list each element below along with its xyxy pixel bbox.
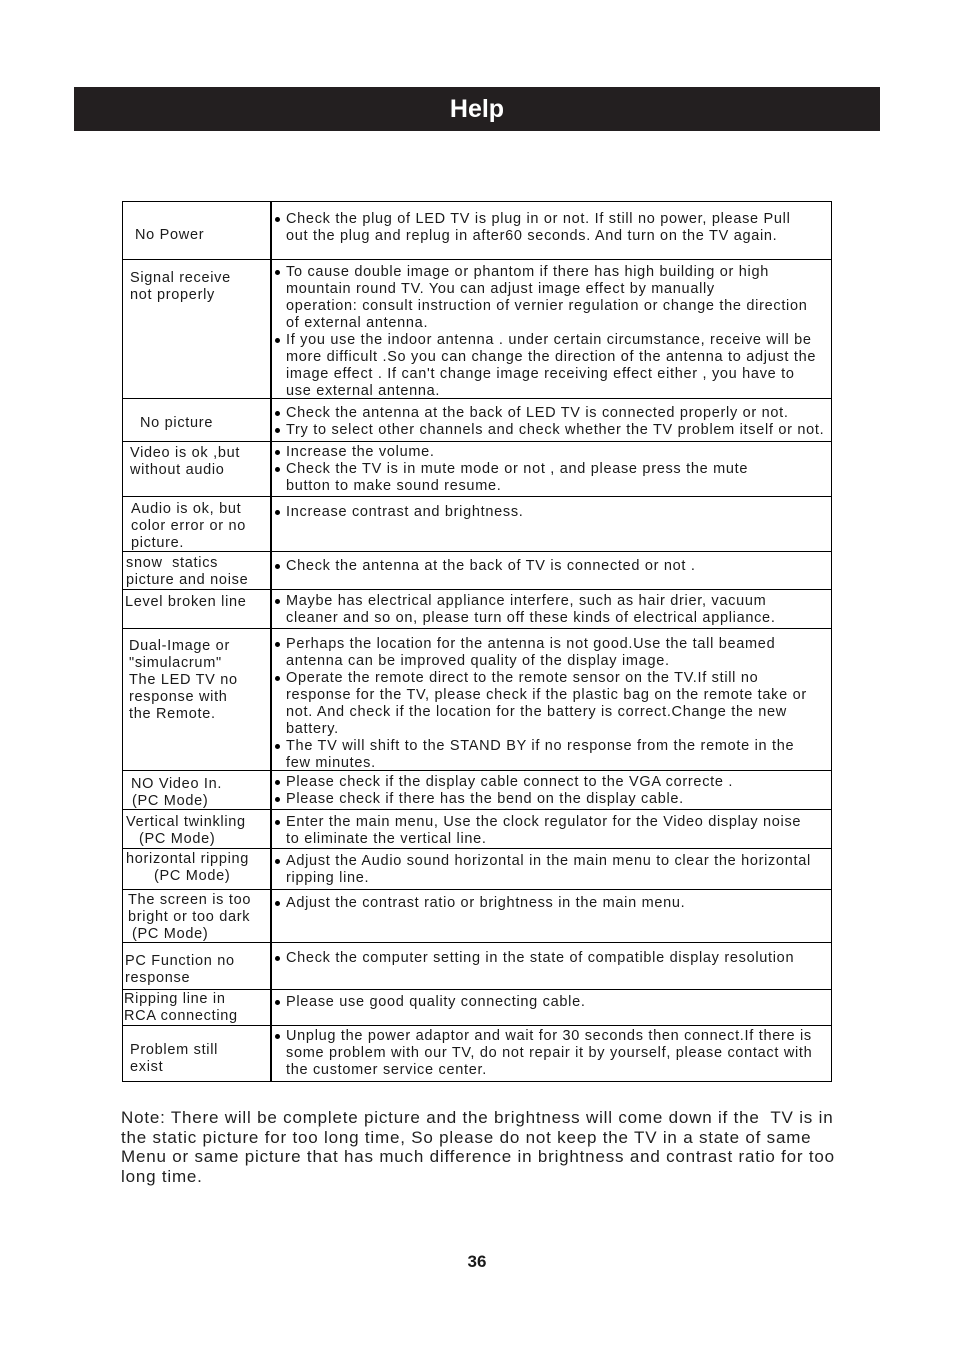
- problem-cell: [123, 771, 272, 809]
- table-row: [123, 770, 831, 809]
- solution-item: [272, 774, 831, 791]
- help-table: [122, 201, 832, 1082]
- problem-label-line: RCA connecting: [124, 1007, 238, 1024]
- solution-text: Check the TV is in mute mode or not , and please press the mute button to make sound resume.: [286, 460, 749, 494]
- page-number: 36: [467, 1252, 487, 1271]
- solution-item: [272, 332, 831, 400]
- problem-cell: [123, 202, 272, 259]
- problem-cell: [123, 629, 272, 770]
- problem-label-line: response: [125, 969, 191, 986]
- bullet-icon: [275, 467, 280, 472]
- solution-item: [272, 461, 831, 495]
- solution-item: [272, 994, 831, 1011]
- problem-label-line: exist: [130, 1058, 164, 1075]
- solution-cell: [272, 943, 831, 989]
- table-row: [123, 848, 831, 889]
- problem-label-line: picture and noise: [126, 571, 249, 588]
- problem-label-line: Level broken line: [125, 593, 247, 610]
- solution-text: Please check if the display cable connect to the VGA correcte .: [286, 773, 734, 790]
- problem-cell: [123, 552, 272, 589]
- problem-label-line: The LED TV no: [129, 671, 238, 688]
- solution-item: [272, 422, 831, 439]
- table-row: [123, 809, 831, 848]
- bullet-icon: [275, 820, 280, 825]
- solution-item: [272, 405, 831, 422]
- problem-label-line: Audio is ok, but: [131, 500, 242, 517]
- solution-text: Adjust the Audio sound horizontal in the main menu to clear the horizontal ripping line.: [286, 852, 811, 886]
- problem-cell: [123, 943, 272, 989]
- table-row: [123, 1025, 831, 1081]
- bullet-icon: [275, 450, 280, 455]
- problem-cell: [123, 990, 272, 1025]
- problem-label-line: (PC Mode): [132, 925, 209, 942]
- bullet-icon: [275, 956, 280, 961]
- problem-cell: [123, 260, 272, 398]
- solution-text: Try to select other channels and check whether the TV problem itself or not.: [286, 421, 825, 438]
- bullet-icon: [275, 411, 280, 416]
- problem-label-line: PC Function no: [125, 952, 235, 969]
- problem-label-line: without audio: [130, 461, 225, 478]
- bullet-icon: [275, 270, 280, 275]
- bullet-icon: [275, 797, 280, 802]
- table-row: [123, 628, 831, 770]
- table-row: [123, 259, 831, 398]
- solution-item: [272, 504, 831, 521]
- solution-cell: [272, 202, 831, 259]
- problem-label-line: (PC Mode): [132, 792, 209, 809]
- header-bar: [74, 87, 880, 131]
- solution-text: Maybe has electrical appliance interfere, such as hair drier, vacuum cleaner and so on, please turn off these kinds of electrical appliance.: [286, 592, 776, 626]
- bullet-icon: [275, 1000, 280, 1005]
- solution-cell: [272, 890, 831, 942]
- solution-text: Increase contrast and brightness.: [286, 503, 524, 520]
- bullet-icon: [275, 564, 280, 569]
- problem-cell: [123, 442, 272, 496]
- problem-label-line: Video is ok ,but: [130, 444, 241, 461]
- solution-text: Unplug the power adaptor and wait for 30 seconds then connect.If there is some problem with our TV, do not repair it by yourself, please contact with the customer service center.: [286, 1027, 813, 1078]
- problem-label-line: NO Video In.: [131, 775, 223, 792]
- table-row: [123, 989, 831, 1025]
- problem-label-line: Signal receive: [130, 269, 231, 286]
- solution-item: [272, 211, 831, 245]
- table-row: [123, 589, 831, 628]
- solution-item: [272, 1028, 831, 1079]
- problem-cell: [123, 590, 272, 628]
- solution-item: [272, 738, 831, 772]
- solution-text: Please check if there has the bend on the display cable.: [286, 790, 684, 807]
- solution-text: Check the computer setting in the state of compatible display resolution: [286, 949, 795, 966]
- bullet-icon: [275, 642, 280, 647]
- problem-label-line: (PC Mode): [154, 867, 231, 884]
- problem-label-line: Problem still: [130, 1041, 219, 1058]
- bullet-icon: [275, 599, 280, 604]
- problem-label-line: "simulacrum": [129, 654, 222, 671]
- solution-item: [272, 264, 831, 332]
- solution-text: If you use the indoor antenna . under certain circumstance, receive will be more difficult .So you can change the direction of the antenna to adjust the image effect . If can't change image receiving effect either , you have to use external antenna.: [286, 331, 817, 399]
- bullet-icon: [275, 510, 280, 515]
- solution-item: [272, 636, 831, 670]
- problem-cell: [123, 810, 272, 848]
- solution-text: Check the antenna at the back of TV is connected or not .: [286, 557, 696, 574]
- solution-cell: [272, 497, 831, 551]
- solution-item: [272, 558, 831, 575]
- bullet-icon: [275, 217, 280, 222]
- problem-label-line: picture.: [131, 534, 185, 551]
- problem-label-line: not properly: [130, 286, 215, 303]
- solution-item: [272, 444, 831, 461]
- solution-text: Operate the remote direct to the remote sensor on the TV.If still no response for the TV, please check if the plastic bag on the remote take or not. And check if the location for the battery is correct.Change the new battery.: [286, 669, 807, 737]
- problem-label-line: The screen is too: [128, 891, 252, 908]
- solution-cell: [272, 1026, 831, 1081]
- note-text: Note: There will be complete picture and the brightness will come down if the TV is in the static picture for too long time, So please do not keep the TV in a state of same Menu or same picture that has much difference in brightness and contrast ratio for too long time.: [121, 1108, 835, 1186]
- problem-label-line: (PC Mode): [139, 830, 216, 847]
- problem-cell: [123, 1026, 272, 1081]
- solution-text: Check the plug of LED TV is plug in or not. If still no power, please Pull out the plug and replug in after60 seconds. And turn on the TV again.: [286, 210, 791, 244]
- solution-item: [272, 593, 831, 627]
- problem-label-line: No Power: [135, 226, 205, 243]
- solution-cell: [272, 399, 831, 441]
- table-row: [123, 889, 831, 942]
- solution-text: Please use good quality connecting cable.: [286, 993, 586, 1010]
- bullet-icon: [275, 428, 280, 433]
- solution-item: [272, 950, 831, 967]
- solution-text: Adjust the contrast ratio or brightness in the main menu.: [286, 894, 686, 911]
- problem-label-line: snow statics: [126, 554, 219, 571]
- solution-text: Increase the volume.: [286, 443, 435, 460]
- problem-label-line: color error or no: [131, 517, 247, 534]
- solution-cell: [272, 442, 831, 496]
- solution-item: [272, 670, 831, 738]
- solution-item: [272, 791, 831, 808]
- table-row: [123, 441, 831, 496]
- problem-label-line: Ripping line in: [124, 990, 226, 1007]
- problem-label-line: Vertical twinkling: [126, 813, 246, 830]
- solution-text: Perhaps the location for the antenna is not good.Use the tall beamed antenna can be improved quality of the display image.: [286, 635, 776, 669]
- solution-item: [272, 895, 831, 912]
- bullet-icon: [275, 338, 280, 343]
- bullet-icon: [275, 780, 280, 785]
- problem-label-line: Dual-Image or: [129, 637, 230, 654]
- solution-cell: [272, 260, 831, 398]
- problem-cell: [123, 849, 272, 889]
- table-row: [123, 202, 831, 259]
- bullet-icon: [275, 859, 280, 864]
- solution-cell: [272, 771, 831, 809]
- problem-cell: [123, 890, 272, 942]
- bullet-icon: [275, 676, 280, 681]
- problem-label-line: response with: [129, 688, 228, 705]
- table-row: [123, 551, 831, 589]
- solution-text: Enter the main menu, Use the clock regulator for the Video display noise to eliminate the vertical line.: [286, 813, 802, 847]
- solution-cell: [272, 590, 831, 628]
- solution-text: To cause double image or phantom if there has high building or high mountain round TV. You can adjust image effect by manually operation: consult instruction of vernier regulation or change the direction of external antenna.: [286, 263, 808, 331]
- problem-label-line: bright or too dark: [128, 908, 251, 925]
- solution-cell: [272, 990, 831, 1025]
- problem-label-line: No picture: [140, 414, 214, 431]
- solution-text: The TV will shift to the STAND BY if no response from the remote in the few minutes.: [286, 737, 795, 771]
- table-row: [123, 942, 831, 989]
- bullet-icon: [275, 901, 280, 906]
- table-row: [123, 398, 831, 441]
- solution-cell: [272, 849, 831, 889]
- problem-cell: [123, 497, 272, 551]
- solution-text: Check the antenna at the back of LED TV is connected properly or not.: [286, 404, 789, 421]
- page-title: Help: [449, 95, 505, 123]
- solution-cell: [272, 552, 831, 589]
- solution-item: [272, 814, 831, 848]
- problem-cell: [123, 399, 272, 441]
- problem-label-line: horizontal ripping: [126, 850, 250, 867]
- bullet-icon: [275, 1034, 280, 1039]
- bullet-icon: [275, 744, 280, 749]
- solution-cell: [272, 629, 831, 770]
- solution-cell: [272, 810, 831, 848]
- problem-label-line: the Remote.: [129, 705, 216, 722]
- solution-item: [272, 853, 831, 887]
- table-row: [123, 496, 831, 551]
